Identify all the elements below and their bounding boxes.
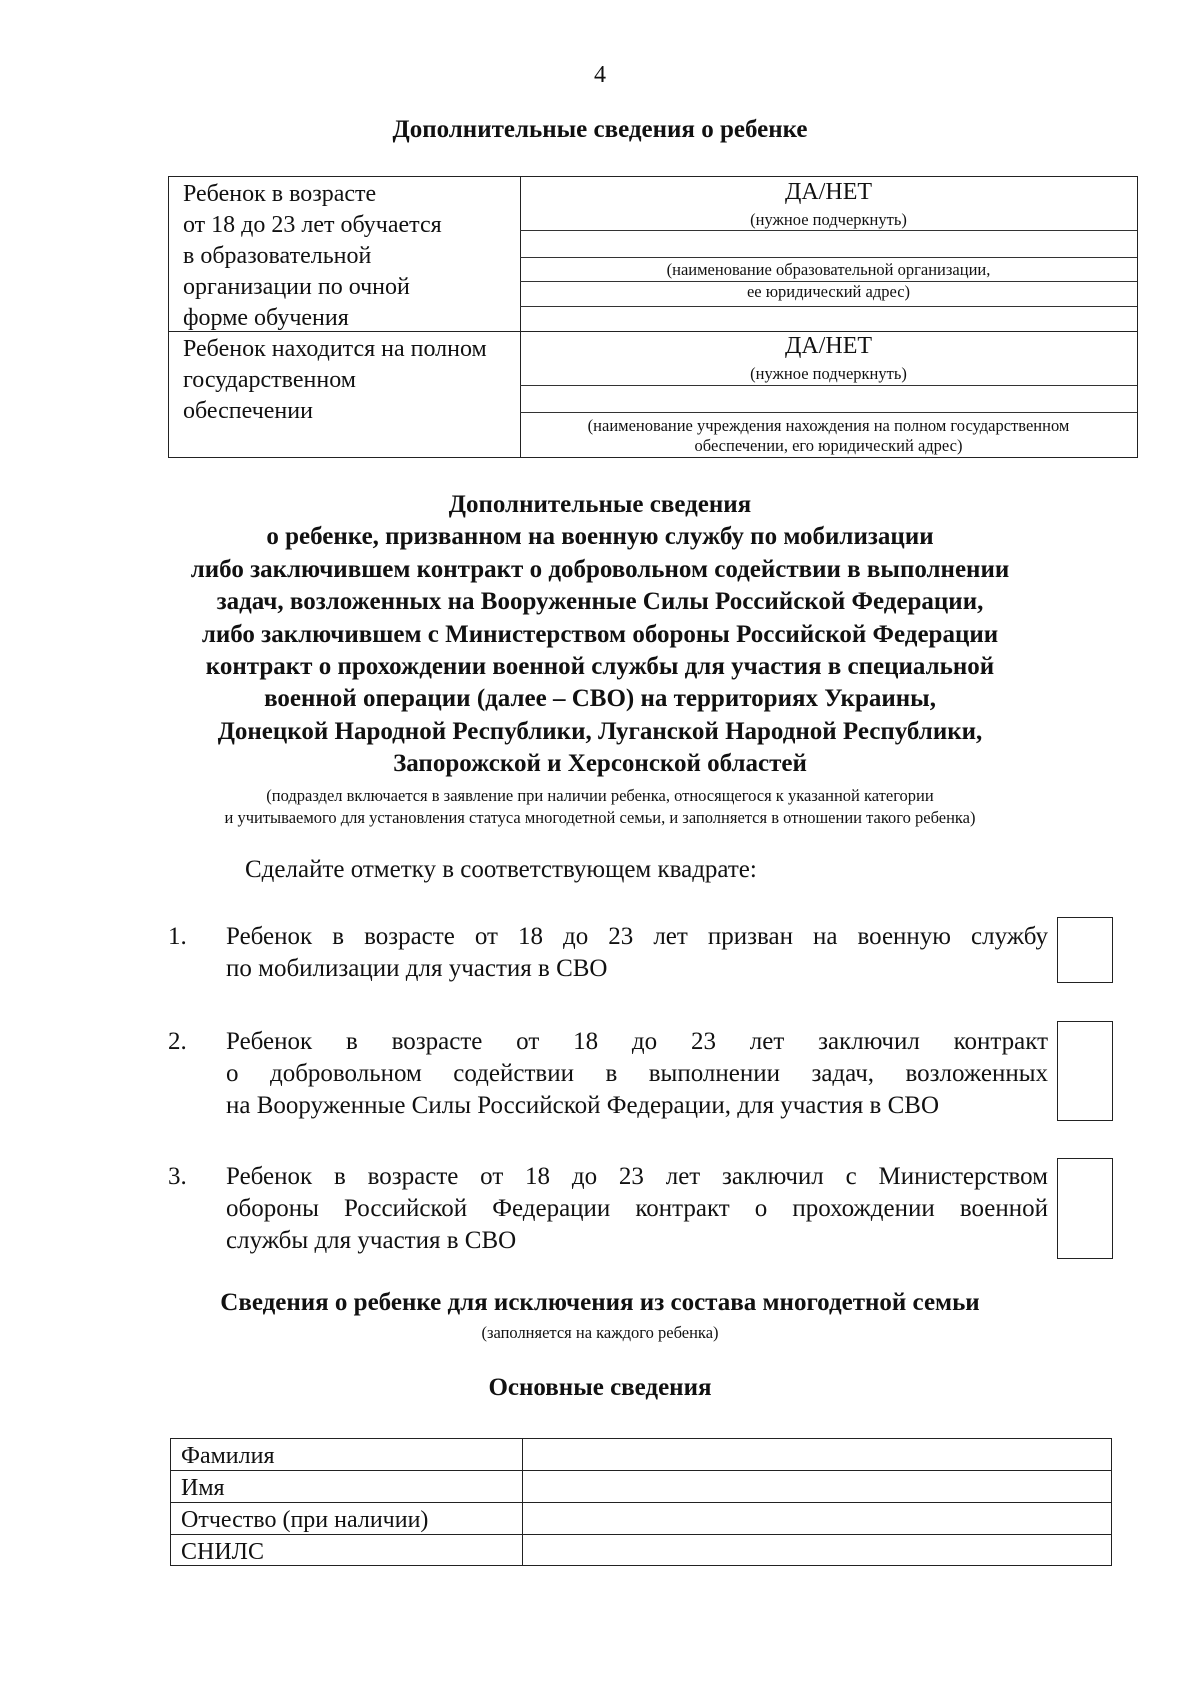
option-3: 3. Ребенок в возрасте от 18 до 23 лет заключил с Министерством обороны Российской Федерации контракт о прохождении военной службы для участия в СВО — [168, 1163, 1048, 1254]
patronymic-label: Отчество (при наличии) — [181, 1507, 429, 1533]
option-1: 1. Ребенок в возрасте от 18 до 23 лет призван на военную службу по мобилизации для участия в СВО — [168, 923, 1048, 982]
option-2-checkbox[interactable] — [1057, 1021, 1113, 1121]
snils-field[interactable] — [523, 1535, 1111, 1567]
section3-note: (заполняется на каждого ребенка) — [481, 1323, 719, 1342]
name-label: Имя — [181, 1475, 225, 1501]
state-support-hint-2: обеспечении, его юридический адрес) — [694, 436, 963, 455]
study-answer[interactable]: ДА/НЕТ — [784, 179, 873, 205]
surname-label: Фамилия — [181, 1443, 275, 1469]
section2-title: Дополнительные сведения о ребенке, призванном на военную службу по мобилизации либо заключившем контракт о добровольном содействии в выполнении задач, возложенных на Вооруженные Силы Российской Федерации, либо заключившем с Министерством обороны Российской Федерации контракт о прохождении военной службы для участия в специальной военной операции (далее – СВО) на территориях Украины, Донецкой Народной Республики, Луганской Народной Республики, Запорожской и Херсонской областей — [190, 491, 1010, 778]
study-answer-hint: (нужное подчеркнуть) — [750, 210, 907, 229]
additional-info-table — [168, 176, 1138, 458]
surname-field[interactable] — [523, 1439, 1111, 1470]
field-row-patronymic — [171, 1503, 1111, 1535]
field-row-name — [171, 1471, 1111, 1503]
snils-label: СНИЛС — [181, 1539, 264, 1565]
section1-title: Дополнительные сведения о ребенке — [392, 116, 808, 143]
study-label: Ребенок в возрасте от 18 до 23 лет обучается в образовательной организации по очной форме обучения — [183, 181, 442, 331]
study-address-line[interactable] — [520, 306, 1137, 307]
study-org-line[interactable] — [520, 257, 1137, 258]
name-field[interactable] — [523, 1471, 1111, 1502]
study-detail-hint-2: ее юридический адрес) — [746, 282, 911, 301]
basic-info-table — [170, 1438, 1112, 1566]
instruction: Сделайте отметку в соответствующем квадрате: — [245, 856, 757, 883]
field-row-surname — [171, 1439, 1111, 1471]
option-1-checkbox[interactable] — [1057, 917, 1113, 983]
state-support-label: Ребенок находится на полном государственном обеспечении — [183, 336, 487, 424]
study-detail-hint-1: (наименование образовательной организации, — [666, 260, 991, 279]
state-support-answer[interactable]: ДА/НЕТ — [784, 333, 873, 359]
option-3-checkbox[interactable] — [1057, 1158, 1113, 1259]
state-support-answer-hint: (нужное подчеркнуть) — [750, 364, 907, 383]
section2-note: (подраздел включается в заявление при наличии ребенка, относящегося к указанной категории и учитываемого для установления статуса многодетной семьи, и заполняется в отношении такого ребенка) — [224, 786, 976, 827]
section3-subtitle: Основные сведения — [488, 1374, 712, 1401]
patronymic-field[interactable] — [523, 1503, 1111, 1534]
field-row-snils — [171, 1535, 1111, 1567]
section3-title: Сведения о ребенке для исключения из состава многодетной семьи — [220, 1289, 980, 1316]
page-number: 4 — [594, 62, 606, 88]
state-support-hint-1: (наименование учреждения нахождения на полном государственном — [587, 416, 1070, 435]
state-support-line[interactable] — [520, 412, 1137, 413]
option-2: 2. Ребенок в возрасте от 18 до 23 лет заключил контракт о добровольном содействии в выполнении задач, возложенных на Вооруженные Силы Российской Федерации, для участия в СВО — [168, 1028, 1048, 1119]
